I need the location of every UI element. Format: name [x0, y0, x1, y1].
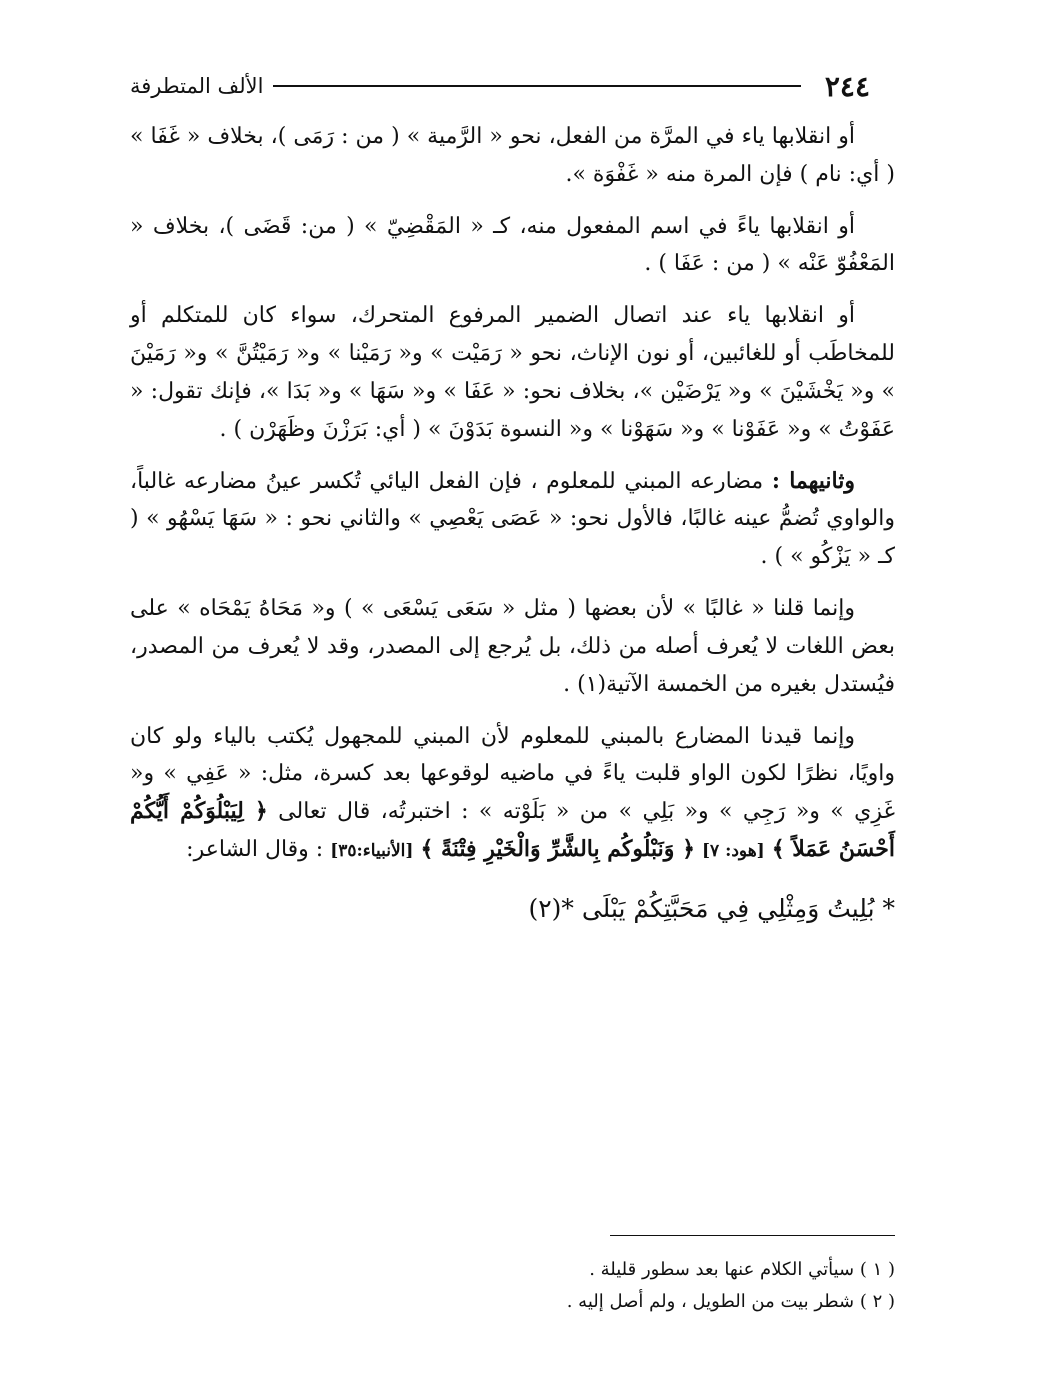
paragraph-1: أو انقلابها ياء في المرَّة من الفعل، نحو « الرَّمية » ( من : رَمَى )، بخلاف « غَفَا » ( أي: نام ) فإن المرة منه « غَفْوَة ».	[130, 124, 895, 187]
paragraph-6-text: وإنما قيدنا المضارع بالمبني للمعلوم لأن المبني للمجهول يُكتب بالياء ولو كان واويًا، نظرًا لكون الواو قلبت ياءً في ماضيه لوقوعها بعد كسرة، مثل: « عَفِي » و« غَزِي » و« رَجِي » و« بَلِي » من « بَلَوْته » : اختبرتُه، قال تعالى	[130, 723, 895, 825]
paragraph-6	[130, 718, 895, 869]
verse-reference-2: [الأنبياء:٣٥]	[330, 841, 414, 862]
paragraph-5: وإنما قلنا « غالبًا » لأن بعضها ( مثل « سَعَى يَسْعَى » ) و« مَحَاهُ يَمْحَاه » على بعض اللغات لا يُعرف أصله من ذلك، بل يُرجع إلى المصدر، وقد لا يُعرف من المصدر، فيُستدل بغيره من الخمسة الآتية(١) .	[130, 596, 895, 697]
footnote-1: ( ١ ) سيأتي الكلام عنها بعد سطور قليلة .	[589, 1259, 895, 1280]
running-title: الألف المتطرفة	[130, 74, 264, 98]
main-text	[130, 118, 895, 930]
page-number: ٢٤٤	[824, 69, 870, 103]
poem-verse: * بُلِيتُ وَمِثْلِي فِي مَحَبَّتِكُمْ يَبْلَى *(٢)	[528, 893, 895, 923]
page-header	[130, 60, 870, 112]
quran-quote-2: ﴿ وَنَبْلُوكُم بِالشَّرِّ وَالْخَيْرِ فِتْنَةً ﴾	[420, 836, 695, 863]
paragraph-6-ending: : وقال الشاعر:	[186, 837, 324, 863]
verse-reference-1: [هود: ٧]	[701, 841, 765, 862]
paragraph-4-text: مضارعه المبني للمعلوم ، فإن الفعل اليائي تُكسر عينُ مضارعه غالباً، والواوي تُضمُّ عينه غالبًا، فالأول نحو: « عَصَى يَعْصِي » والثاني نحو : « سَهَا يَسْهُو » ( كـ « يَزْكُو » ) .	[130, 468, 895, 570]
quran-quote-1: ﴿ لِيَبْلُوَكُمْ أَيُّكُمْ أَحْسَنُ عَمَلاً ﴾	[130, 798, 895, 863]
footnote-2: ( ٢ ) شطر بيت من الطويل ، ولم أصل إليه .	[566, 1290, 895, 1312]
footnote-rule	[610, 1235, 895, 1236]
paragraph-4	[130, 463, 895, 576]
paragraph-3: أو انقلابها ياء عند اتصال الضمير المرفوع المتحرك، سواء كان للمتكلم أو للمخاطَب أو للغائبين، أو نون الإناث، نحو « رَمَيْت » و« رَمَيْنا » و« رَمَيْتُنَّ » و« رَمَيْنَ » و« يَخْشَيْنَ » و« يَرْضَيْن »، بخلاف نحو: « عَفَا » و« سَهَا » و« بَدَا »، فإنك تقول: « عَفَوْتُ » و« عَفَوْنا » و« سَهَوْنا » و« النسوة بَدَوْنَ » ( أي: بَرَزْنَ وظَهَرْن ) .	[130, 303, 895, 442]
header-rule	[273, 85, 800, 87]
paragraph-4-lead: وثانيهما :	[771, 467, 855, 494]
footnotes	[130, 1254, 895, 1317]
paragraph-2: أو انقلابها ياءً في اسم المفعول منه، كـ « المَقْضِيّ » ( من: قَضَى )، بخلاف « المَعْفُوّ عَنْه » ( من : عَفَا ) .	[130, 213, 895, 277]
